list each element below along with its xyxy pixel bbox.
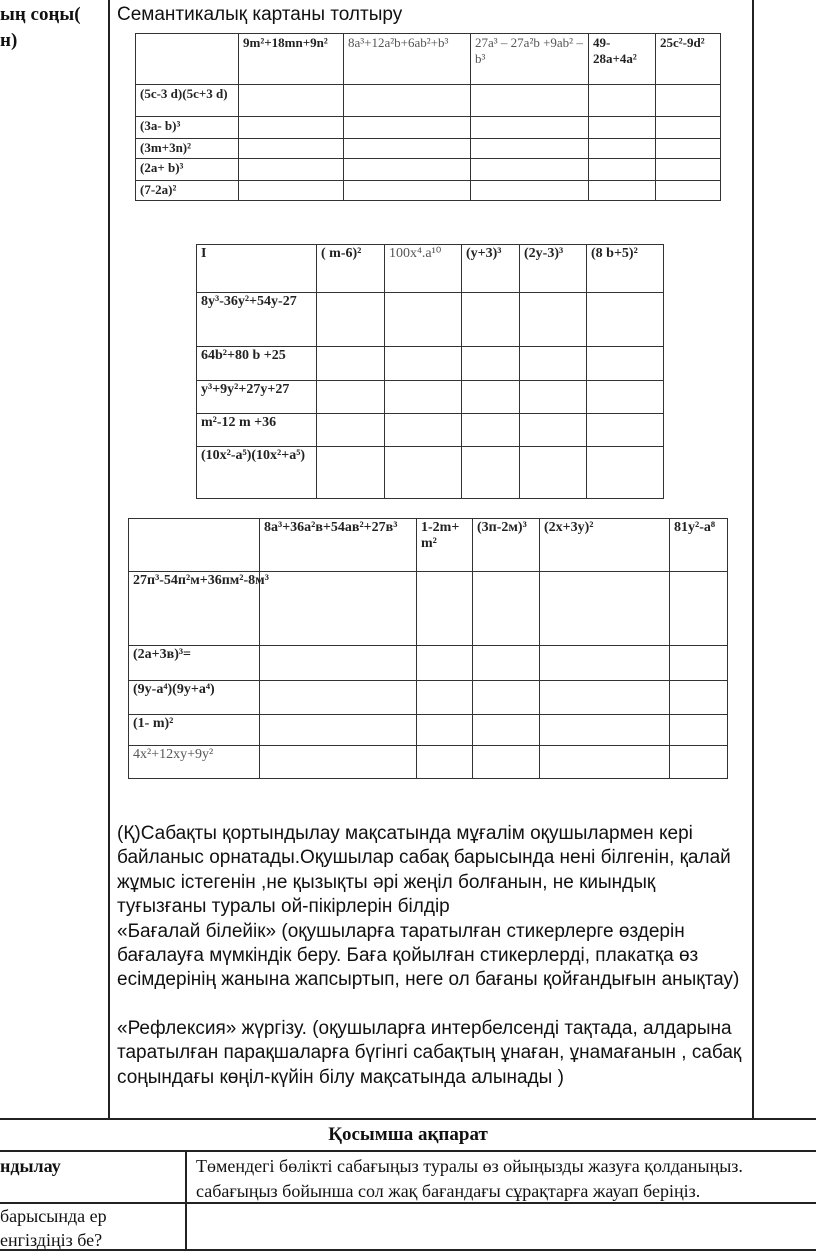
row-header: 64b²+80 b +25 [197, 347, 317, 381]
semantic-map-table-3 [128, 518, 728, 779]
row-header: (5c-3 d)(5c+3 d) [136, 85, 239, 117]
answer-cell[interactable] [417, 572, 473, 646]
semantic-map-table-2 [196, 244, 664, 499]
row-header: m²-12 m +36 [197, 414, 317, 447]
column-header: 49-28a+4a² [589, 34, 656, 85]
divider [0, 1150, 816, 1152]
column-header: 100x⁴.a¹⁰ [385, 245, 462, 293]
row-header: (10x²-a⁵)(10x²+a⁵) [197, 447, 317, 499]
row-question: барысында ер енгіздіңіз бе? [0, 1206, 107, 1250]
answer-cell[interactable] [589, 117, 656, 139]
answer-cell[interactable] [670, 572, 728, 646]
semantic-map-table-1 [135, 33, 721, 201]
row-header: 4x²+12xy+9y² [129, 746, 260, 779]
divider [108, 0, 110, 1120]
answer-cell[interactable] [670, 746, 728, 779]
left-header-line: ың соңы( [0, 4, 81, 25]
task-title: Семантикалық картаны толтыру [117, 4, 403, 25]
answer-cell[interactable] [589, 139, 656, 159]
column-header: 27a³ – 27a²b +9ab² – b³ [471, 34, 589, 85]
column-header: (2x+3y)² [540, 519, 670, 572]
column-header: (3п-2м)³ [473, 519, 540, 572]
answer-cell[interactable] [188, 1204, 814, 1248]
answer-cell[interactable] [670, 681, 728, 715]
answer-cell[interactable] [239, 117, 344, 139]
table-row [136, 159, 721, 181]
answer-cell[interactable] [462, 447, 520, 499]
answer-cell[interactable] [520, 347, 587, 381]
answer-cell[interactable] [473, 681, 540, 715]
table-row [129, 572, 728, 646]
answer-cell[interactable] [520, 447, 587, 499]
answer-cell[interactable] [344, 117, 471, 139]
answer-cell[interactable] [540, 572, 670, 646]
row-header: (9y-a⁴)(9y+a⁴) [129, 681, 260, 715]
answer-cell[interactable] [520, 381, 587, 414]
answer-cell[interactable] [589, 159, 656, 181]
table-row [136, 117, 721, 139]
column-header: 9m²+18mn+9n² [239, 34, 344, 85]
paragraph: «Бағалай білейік» (оқушыларға таратылған стикерлерге өздерін бағалауға мүмкіндік беру. Баға қойылған стикерлерді, плакатқа өз есімдерінің жанына жапсыртып, неге ол бағаны қойғандығын анықтау) [117, 920, 740, 991]
answer-cell[interactable] [260, 715, 417, 746]
row-header: (2a+ b)³ [136, 159, 239, 181]
table-row [129, 715, 728, 746]
left-header-line: н) [0, 30, 18, 51]
answer-cell[interactable] [670, 646, 728, 681]
answer-cell[interactable] [670, 715, 728, 746]
table-row [129, 746, 728, 779]
answer-cell[interactable] [656, 181, 721, 201]
row-header: (7-2a)² [136, 181, 239, 201]
answer-cell[interactable] [385, 293, 462, 347]
row-header: 8y³-36y²+54y-27 [197, 293, 317, 347]
answer-cell[interactable] [260, 746, 417, 779]
left-header [0, 2, 81, 54]
table-row [136, 85, 721, 117]
answer-cell[interactable] [589, 85, 656, 117]
row-header: (3a- b)³ [136, 117, 239, 139]
answer-cell[interactable] [260, 681, 417, 715]
answer-cell[interactable] [317, 293, 385, 347]
answer-cell[interactable] [587, 381, 664, 414]
answer-cell[interactable] [417, 746, 473, 779]
answer-cell[interactable] [473, 746, 540, 779]
answer-cell[interactable] [471, 181, 589, 201]
column-header: (y+3)³ [462, 245, 520, 293]
answer-cell[interactable] [656, 117, 721, 139]
answer-cell[interactable] [471, 139, 589, 159]
answer-cell[interactable] [317, 381, 385, 414]
answer-cell[interactable] [260, 646, 417, 681]
answer-cell[interactable] [417, 646, 473, 681]
answer-cell[interactable] [520, 414, 587, 447]
row-instruction: Төмендегі бөлікті сабағыңыз туралы өз ойыңызды жазуға қолданыңыз. сабағыңыз бойынша сол жақ бағандағы сұрақтарға жауап беріңіз. [196, 1156, 743, 1201]
divider [185, 1150, 187, 1250]
table-row [129, 681, 728, 715]
table-row [129, 646, 728, 681]
answer-cell[interactable] [344, 139, 471, 159]
answer-cell[interactable] [344, 85, 471, 117]
row-header: (2a+3в)³= [129, 646, 260, 681]
column-header: 8a³+36a²в+54ав²+27в³ [260, 519, 417, 572]
answer-cell[interactable] [239, 159, 344, 181]
row-header: 27п³-54п²м+36пм²-8м³ [129, 572, 260, 646]
row-header: (3m+3n)² [136, 139, 239, 159]
column-header [129, 519, 260, 572]
answer-cell[interactable] [385, 381, 462, 414]
answer-cell[interactable] [417, 681, 473, 715]
column-header: 1-2m+ m² [417, 519, 473, 572]
answer-cell[interactable] [656, 139, 721, 159]
answer-cell[interactable] [587, 293, 664, 347]
column-header: I [197, 245, 317, 293]
answer-cell[interactable] [473, 646, 540, 681]
answer-cell[interactable] [317, 447, 385, 499]
answer-cell[interactable] [587, 414, 664, 447]
instructions [117, 822, 749, 1090]
row-header: (1- m)² [129, 715, 260, 746]
table-row [136, 139, 721, 159]
answer-cell[interactable] [462, 381, 520, 414]
answer-cell[interactable] [462, 347, 520, 381]
answer-cell[interactable] [417, 715, 473, 746]
table-row [197, 381, 664, 414]
column-header: 81y²-a⁸ [670, 519, 728, 572]
answer-cell[interactable] [656, 159, 721, 181]
table-row [129, 519, 728, 572]
answer-cell[interactable] [473, 715, 540, 746]
answer-cell[interactable] [589, 181, 656, 201]
column-header: ( m-6)² [317, 245, 385, 293]
answer-cell[interactable] [656, 85, 721, 117]
table-row [197, 347, 664, 381]
answer-cell[interactable] [344, 181, 471, 201]
divider [0, 1118, 816, 1120]
answer-cell[interactable] [317, 414, 385, 447]
answer-cell[interactable] [473, 572, 540, 646]
row-header: y³+9y²+27y+27 [197, 381, 317, 414]
answer-cell[interactable] [239, 139, 344, 159]
table-row [197, 245, 664, 293]
paragraph: (Қ)Сабақты қортындылау мақсатында мұғалім оқушылармен кері байланыс орнатады.Оқушылар сабақ барысында нені білгенін, қалай жұмыс істегенін ,не қызықты әрі жеңіл болғанын, не киындық туғызғаны туралы ой-пікірлерін білдір [117, 823, 731, 918]
table-row [197, 414, 664, 447]
answer-cell[interactable] [471, 117, 589, 139]
answer-cell[interactable] [462, 293, 520, 347]
table-row [136, 34, 721, 85]
answer-cell[interactable] [462, 414, 520, 447]
answer-cell[interactable] [520, 293, 587, 347]
answer-cell[interactable] [540, 681, 670, 715]
section-title: Қосымша ақпарат [328, 1124, 488, 1145]
column-header: (2y-3)³ [520, 245, 587, 293]
answer-cell[interactable] [260, 572, 417, 646]
answer-cell[interactable] [471, 85, 589, 117]
answer-cell[interactable] [385, 414, 462, 447]
answer-cell[interactable] [344, 159, 471, 181]
answer-cell[interactable] [587, 447, 664, 499]
column-header: 25c²-9d² [656, 34, 721, 85]
row-label: ндылау [0, 1156, 61, 1176]
answer-cell[interactable] [471, 159, 589, 181]
column-header [136, 34, 239, 85]
answer-cell[interactable] [239, 85, 344, 117]
answer-cell[interactable] [540, 715, 670, 746]
column-header: (8 b+5)² [587, 245, 664, 293]
answer-cell[interactable] [385, 447, 462, 499]
answer-cell[interactable] [385, 347, 462, 381]
column-header: 8a³+12a²b+6ab²+b³ [344, 34, 471, 85]
paragraph: «Рефлексия» жүргізу. (оқушыларға интербелсенді тақтада, алдарына таратылған парақшаларға бүгінгі сабақтың ұнаған, ұнамағанын , сабақ соңындағы көңіл-күйін білу мақсатында алынады ) [117, 1017, 742, 1088]
divider [752, 0, 754, 1120]
answer-cell[interactable] [317, 347, 385, 381]
answer-cell[interactable] [587, 347, 664, 381]
answer-cell[interactable] [540, 646, 670, 681]
table-row [136, 181, 721, 201]
table-row [197, 447, 664, 499]
answer-cell[interactable] [239, 181, 344, 201]
table-row [197, 293, 664, 347]
answer-cell[interactable] [540, 746, 670, 779]
